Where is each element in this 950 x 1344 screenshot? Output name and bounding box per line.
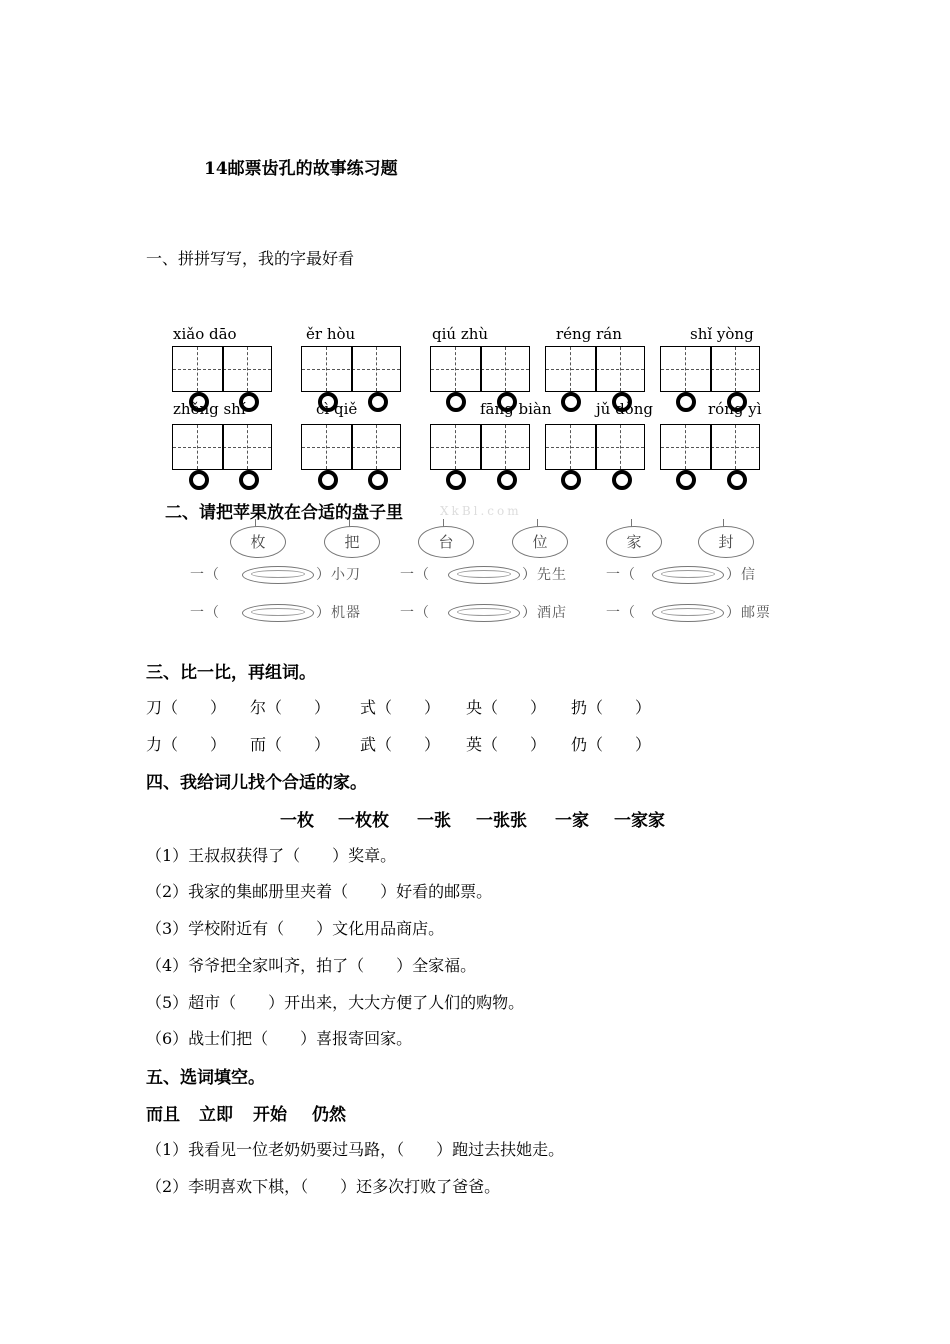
pinyin-label: ěr hòu: [306, 325, 356, 343]
word-option: 一家家: [614, 811, 665, 831]
apple-label: 封: [718, 533, 734, 551]
plate-suffix: ）机器: [316, 605, 361, 621]
wheel-icon: [368, 470, 388, 490]
question-item: （3）学校附近有（ ）文化用品商店。: [146, 919, 445, 938]
plate-icon[interactable]: [242, 604, 314, 622]
plate-suffix: ）先生: [522, 567, 567, 583]
word-pair-item: 式（ ）: [360, 698, 441, 717]
plate-suffix: ）小刀: [316, 567, 361, 583]
section4-heading: 四、我给词儿找个合适的家。: [146, 773, 367, 793]
word-pair-item: 而（ ）: [250, 735, 331, 754]
apple-label: 把: [344, 533, 360, 551]
word-option: 一枚枚: [338, 811, 389, 831]
section1-heading: 一、拼拼写写，我的字最好看: [146, 249, 355, 268]
wheel-icon: [368, 392, 388, 412]
writing-grid[interactable]: [545, 424, 645, 470]
writing-grid[interactable]: [660, 346, 760, 392]
pinyin-label: shǐ yòng: [690, 325, 754, 343]
pinyin-label: róng yì: [708, 400, 762, 418]
section5-heading: 五、选词填空。: [146, 1068, 265, 1088]
word-pair-item: 仍（ ）: [571, 735, 652, 754]
word-pair-item: 英（ ）: [466, 735, 547, 754]
plate-prefix: 一（: [606, 567, 636, 583]
word-pair-item: 央（ ）: [466, 698, 547, 717]
section2-heading: 二、请把苹果放在合适的盘子里: [165, 503, 403, 523]
writing-grid[interactable]: [301, 346, 401, 392]
plate-suffix: ）酒店: [522, 605, 567, 621]
section3-heading: 三、比一比，再组词。: [146, 663, 316, 683]
apple-icon[interactable]: [606, 526, 662, 558]
pinyin-label: réng rán: [556, 325, 622, 343]
apple-label: 家: [626, 533, 642, 551]
wheel-icon: [676, 470, 696, 490]
word-option: 立即: [199, 1105, 233, 1125]
wheel-icon: [446, 470, 466, 490]
question-item: （2）李明喜欢下棋，（ ）还多次打败了爸爸。: [146, 1177, 501, 1196]
writing-grid[interactable]: [660, 424, 760, 470]
word-option: 一张张: [476, 811, 527, 831]
pinyin-label: cì qiě: [316, 400, 358, 418]
wheel-icon: [561, 470, 581, 490]
pinyin-label: xiǎo dāo: [173, 325, 237, 343]
plate-prefix: 一（: [400, 567, 430, 583]
question-item: （5）超市（ ）开出来，大大方便了人们的购物。: [146, 993, 525, 1012]
word-option: 开始: [253, 1105, 287, 1125]
apple-icon[interactable]: [512, 526, 568, 558]
writing-grid[interactable]: [301, 424, 401, 470]
wheel-icon: [561, 392, 581, 412]
apple-icon[interactable]: [698, 526, 754, 558]
plate-suffix: ）信: [726, 567, 756, 583]
plate-icon[interactable]: [652, 604, 724, 622]
apple-label: 位: [532, 533, 548, 551]
question-item: （1）王叔叔获得了（ ）奖章。: [146, 846, 397, 865]
word-pair-item: 扔（ ）: [571, 698, 652, 717]
word-pair-item: 刀（ ）: [146, 698, 227, 717]
word-option: 而且: [146, 1105, 180, 1125]
word-option: 一枚: [280, 811, 314, 831]
word-option: 一张: [417, 811, 451, 831]
writing-grid[interactable]: [430, 346, 530, 392]
plate-prefix: 一（: [190, 567, 220, 583]
plate-icon[interactable]: [652, 566, 724, 584]
word-pair-item: 武（ ）: [360, 735, 441, 754]
watermark: XkBl.com: [440, 504, 522, 518]
word-option: 一家: [555, 811, 589, 831]
wheel-icon: [189, 470, 209, 490]
writing-grid[interactable]: [172, 424, 272, 470]
writing-grid[interactable]: [545, 346, 645, 392]
word-pair-item: 力（ ）: [146, 735, 227, 754]
apples-and-plates-graphic: [190, 520, 810, 630]
plate-icon[interactable]: [448, 604, 520, 622]
pinyin-label: qiú zhù: [432, 325, 489, 343]
apple-label: 枚: [250, 533, 266, 551]
writing-grid[interactable]: [430, 424, 530, 470]
pinyin-label: jǔ dòng: [596, 400, 653, 418]
wheel-icon: [239, 470, 259, 490]
plate-suffix: ）邮票: [726, 605, 771, 621]
plate-icon[interactable]: [448, 566, 520, 584]
apple-icon[interactable]: [418, 526, 474, 558]
wheel-icon: [612, 470, 632, 490]
question-item: （2）我家的集邮册里夹着（ ）好看的邮票。: [146, 882, 493, 901]
writing-grid[interactable]: [172, 346, 272, 392]
question-item: （1）我看见一位老奶奶要过马路，（ ）跑过去扶她走。: [146, 1140, 565, 1159]
plate-prefix: 一（: [400, 605, 430, 621]
wheel-icon: [727, 470, 747, 490]
wheel-icon: [446, 392, 466, 412]
pinyin-label: fāng biàn: [480, 400, 552, 418]
page-title: 14邮票齿孔的故事练习题: [204, 159, 398, 179]
apple-label: 台: [438, 533, 454, 551]
wheel-icon: [318, 470, 338, 490]
wheel-icon: [676, 392, 696, 412]
apple-icon[interactable]: [230, 526, 286, 558]
wheel-icon: [497, 470, 517, 490]
plate-prefix: 一（: [606, 605, 636, 621]
apple-icon[interactable]: [324, 526, 380, 558]
word-option: 仍然: [312, 1105, 346, 1125]
question-item: （4）爷爷把全家叫齐，拍了（ ）全家福。: [146, 956, 477, 975]
question-item: （6）战士们把（ ）喜报寄回家。: [146, 1029, 413, 1048]
plate-icon[interactable]: [242, 566, 314, 584]
pinyin-label: zhěng shí: [173, 400, 246, 418]
word-pair-item: 尔（ ）: [250, 698, 331, 717]
plate-prefix: 一（: [190, 605, 220, 621]
